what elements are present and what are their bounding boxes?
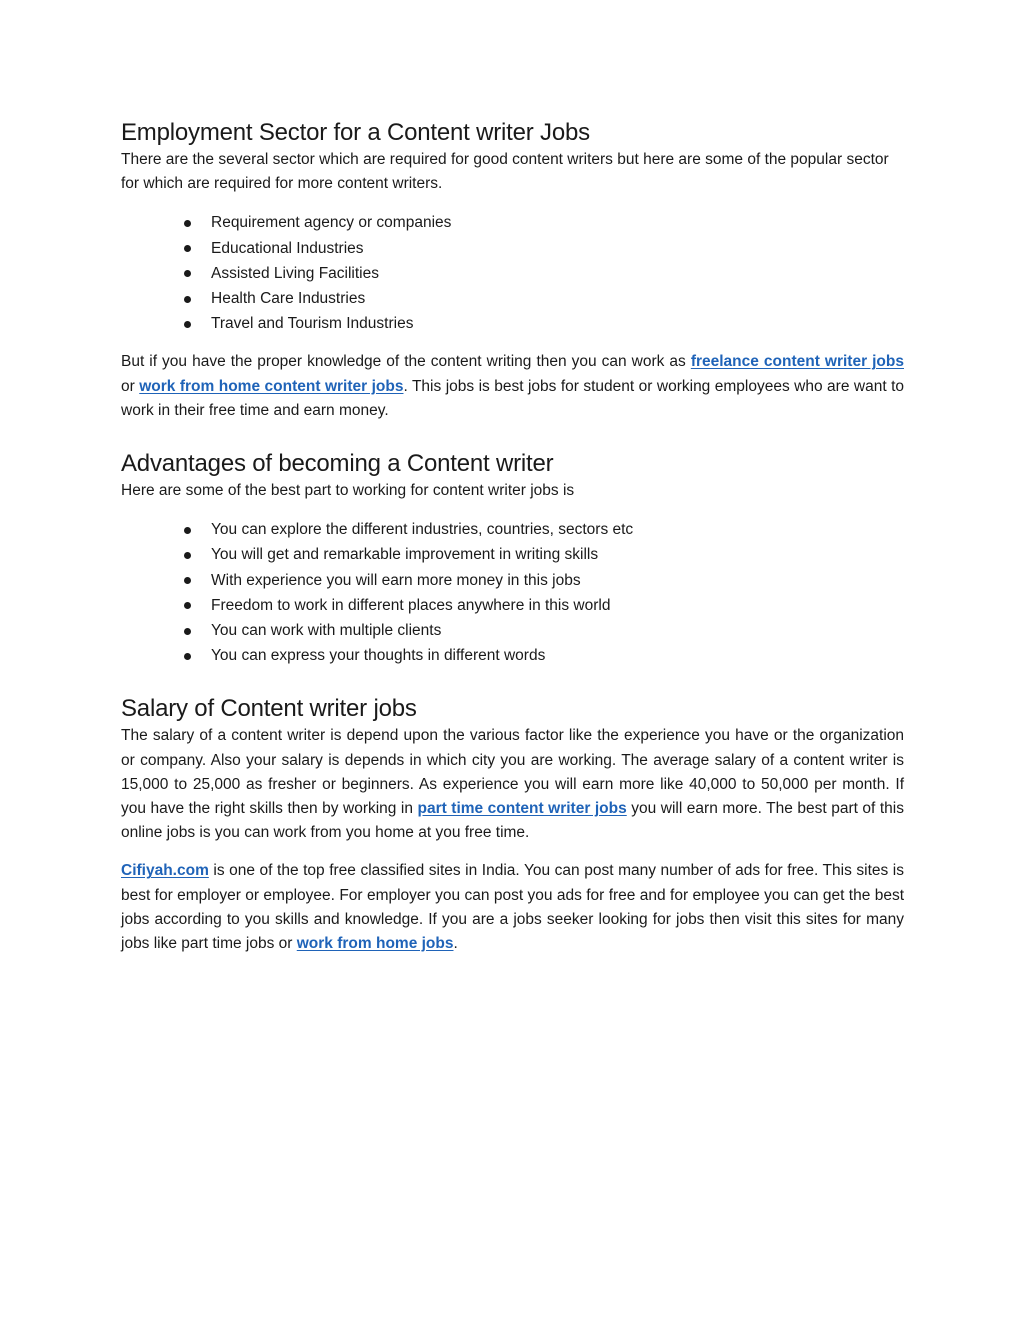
list-item: You can explore the different industries, countries, sectors etc [121,517,904,542]
freelance-content-writer-jobs-link[interactable]: freelance content writer jobs [690,353,904,371]
section-intro-employment-sector: There are the several sector which are required for good content writers but here are some of the popular sector for which are required for more content writers. [121,151,889,193]
document-page [121,118,904,956]
section-heading-salary: Salary of Content writer jobs [121,695,417,723]
list-item: Travel and Tourism Industries [121,311,904,336]
employment-sector-list [121,210,904,336]
bullet-icon [184,296,191,303]
part-time-content-writer-jobs-link[interactable]: part time content writer jobs [417,800,627,818]
bullet-icon [184,552,191,559]
list-item: You can work with multiple clients [121,618,904,643]
list-item: Requirement agency or companies [121,210,904,235]
bullet-icon [184,653,191,660]
bullet-icon [184,577,191,584]
bullet-icon [184,270,191,277]
list-item: Educational Industries [121,236,904,261]
work-from-home-content-writer-jobs-link[interactable]: work from home content writer jobs [139,377,404,395]
list-item: Freedom to work in different places anywhere in this world [121,593,904,618]
list-item: You will get and remarkable improvement in writing skills [121,542,904,567]
bullet-icon [184,527,191,534]
section-intro-advantages: Here are some of the best part to working for content writer jobs is [121,482,575,500]
salary-paragraph: The salary of a content writer is depend upon the various factor like the experience you have or the organization or company. Also your salary is depends in which city you are working. The average salary of a content writer is 15,000 to 25,000 as fresher or beginners. As experience you will earn more like 40,000 to 50,000 per month. If you have the right skills then by working in part time content writer jobs you will earn more. The best part of this online jobs is you can work from you home at you free time. [121,727,904,842]
cifiyah-paragraph: Cifiyah.com is one of the top free classified sites in India. You can post many number of ads for free. This sites is best for employer or employee. For employer you can post you ads for free and for employee you can get the best jobs according to you skills and knowledge. If you are a jobs seeker looking for jobs then visit this sites for many jobs like part time jobs or work from home jobs. [121,862,904,953]
section-heading-advantages: Advantages of becoming a Content writer [121,450,554,478]
bullet-icon [184,628,191,635]
list-item: Assisted Living Facilities [121,261,904,286]
bullet-icon [184,220,191,227]
advantages-list [121,517,904,668]
cifiyah-link[interactable]: Cifiyah.com [121,862,209,880]
bullet-icon [184,321,191,328]
bullet-icon [184,245,191,252]
work-from-home-jobs-link[interactable]: work from home jobs [296,935,454,953]
list-item: With experience you will earn more money in this jobs [121,568,904,593]
freelance-paragraph: But if you have the proper knowledge of the content writing then you can work as freelance content writer jobs or work from home content writer jobs. This jobs is best jobs for student or working employees who are want to work in their free time and earn money. [121,353,905,419]
section-heading-employment-sector: Employment Sector for a Content writer Jobs [121,119,590,146]
bullet-icon [184,602,191,609]
list-item: Health Care Industries [121,286,904,311]
list-item: You can express your thoughts in different words [121,643,904,668]
